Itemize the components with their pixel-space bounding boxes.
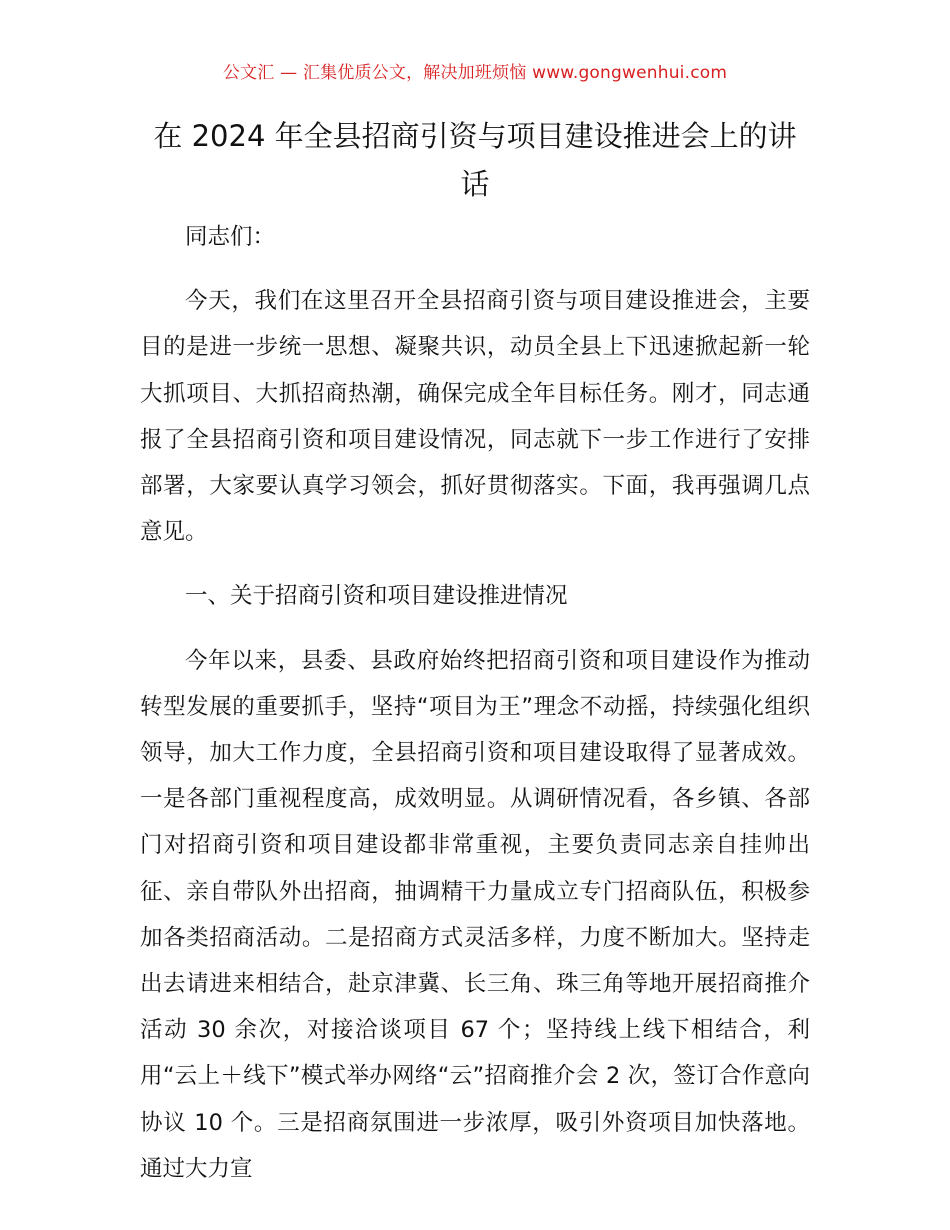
section-heading: 一、关于招商引资和项目建设推进情况 [185,583,568,610]
salutation: 同志们： [185,224,276,250]
paragraph-progress: 今年以来，县委、县政府始终把招商引资和项目建设作为推动转型发展的重要抓手，坚持“项目为王”理念不动摇，持续强化组织领导，加大工作力度，全县招商引资和项目建设取得了显著成效。一是各部门重视程度高，成效明显。从调研情况看，各乡镇、各部门对招商引资和项目建设都非常重视，主要负责同志亲自挂帅出征、亲自带队外出招商，抽调精干力量成立专门招商队伍，积极参加各类招商活动。二是招商方式灵活多样，力度不断加大。坚持走出去请进来相结合，赴京津冀、长三角、珠三角等地开展招商推介活动 30 余次，对接洽谈项目 67 个；坚持线上线下相结合，利用“云上＋线下”模式举办网络“云”招商推介会 2 次，签订合作意向协议 10 个。三是招商氛围进一步浓厚，吸引外资项目加快落地。通过大力宣 [140,647,810,1182]
document-body [140,214,810,1210]
document-title: 在 2024 年全县招商引资与项目建设推进会上的讲话 [153,119,797,201]
paragraph-opening: 今天，我们在这里召开全县招商引资与项目建设推进会，主要目的是进一步统一思想、凝聚共识，动员全县上下迅速掀起新一轮大抓项目、大抓招商热潮，确保完成全年目标任务。刚才，同志通报了全县招商引资和项目建设情况，同志就下一步工作进行了安排部署，大家要认真学习领会，抓好贯彻落实。下面，我再强调几点意见。 [140,288,810,546]
site-banner: 公文汇 — 汇集优质公文，解决加班烦恼 www.gongwenhui.com [222,63,728,83]
